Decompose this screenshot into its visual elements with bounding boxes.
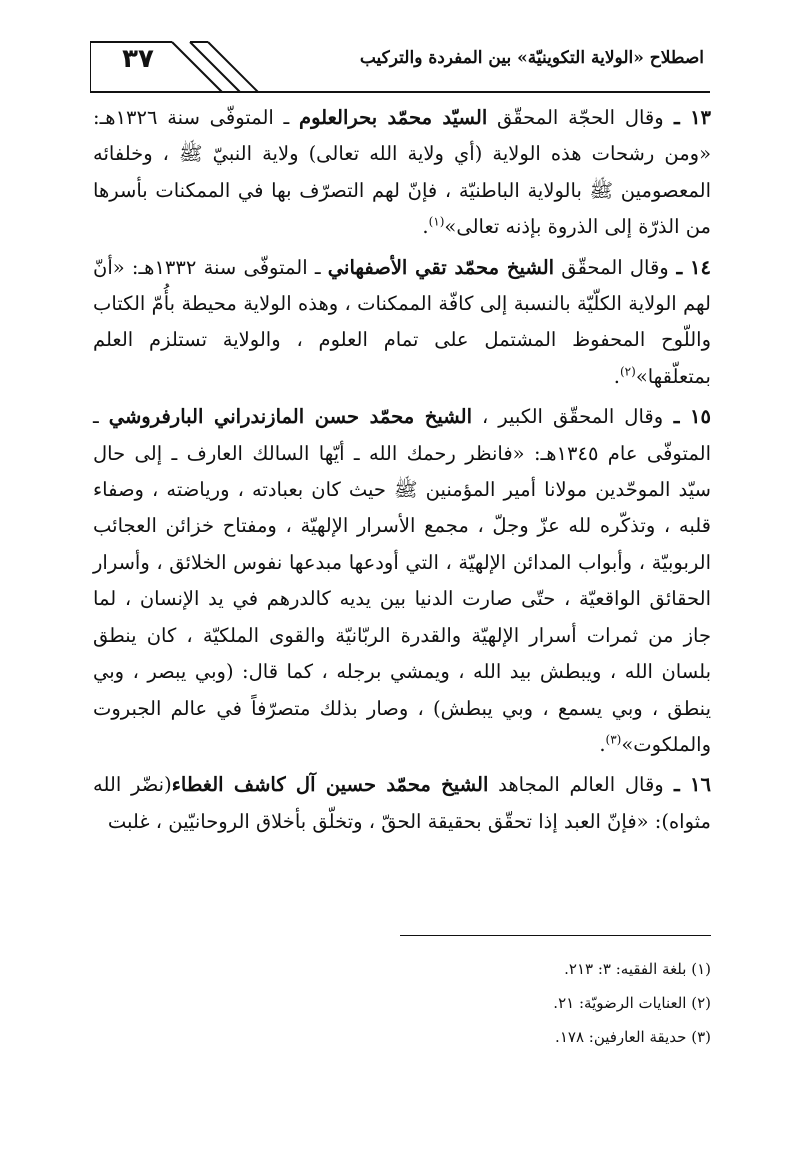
quotation: (نضّر الله مثواه): «فإنّ العبد إذا تحقّق بحقيقة الحقّ ، وتخلّق بأخلاق الروحانيّين ، غلبت [93,773,711,833]
footnote-divider [400,935,711,936]
footnote-2: (٢) العنايات الرضويّة: ٢١. [553,994,711,1012]
paragraph-text: وقال العالم المجاهد [488,773,664,797]
page-number: ٣٧ [122,44,154,74]
paragraph-end: . [613,364,620,388]
scholar-name: الشيخ محمّد تقي الأصفهاني [327,255,555,279]
paragraph-end: . [422,215,429,239]
paragraph-16 [93,767,711,840]
paragraph-13 [93,100,711,246]
main-text [93,100,711,844]
paragraph-15 [93,399,711,763]
quotation: ـ المتوفّى سنة ١٣٣٢هـ: «أنّ لهم الولاية الكلّيّة بالنسبة إلى كافّة الممكنات ، وهذه الولاية محيطة بأُمّ الكتاب واللّوح المحفوظ المشتمل على تمام العلوم ، والولاية تستلزم العلم بمتعلّقها» [93,255,711,388]
page-header [90,38,710,94]
item-number: ١٥ ـ [663,405,711,429]
scholar-name: السيّد محمّد بحرالعلوم [299,106,488,129]
paragraph-text: وقال المحقّق [554,255,669,279]
scholar-name: الشيخ محمّد حسين آل كاشف الغطاء [171,773,489,797]
footnotes [291,952,711,1054]
footnote-1: (١) بلغة الفقيه: ٣: ٢١٣. [564,960,711,978]
running-title: اصطلاح «الولاية التكوينيّة» بين المفردة والتركيب [359,48,704,68]
item-number: ١٤ ـ [668,255,711,279]
footnote-3: (٣) حديقة العارفين: ١٧٨. [555,1028,711,1046]
scholar-name: الشيخ محمّد حسن المازندراني البارفروشي [108,405,472,429]
paragraph-end: . [599,732,606,756]
paragraph-text: وقال المحقّق الكبير ، [472,405,664,429]
quotation: ـ المتوفّى عام ١٣٤٥هـ: «فانظر رحمك الله ـ أيّها السالك العارف ـ إلى حال سيّد الموحّدين مولانا أمير المؤمنين ﷺ حيث كان بعبادته ، ورياضته ، وصفاء قلبه ، وتذكّره لله عزّ وجلّ ، مجمع الأسرار الإلهيّة ، ومفتاح خزائن العجائب الربوبيّة ، وأبواب المدائن الإلهيّة ، التي أودعها مبدعها نفوس الخلائق ، وأسرار الحقائق الواقعيّة ، حتّى صارت الدنيا بين يديه كالدرهم في يد الإنسان ، لما جاز من ثمرات أسرار الإلهيّة والقدرة الربّانيّة والقوى الملكيّة ، كان ينطق بلسان الله ، ويبطش بيد الله ، ويمشي برجله ، كما قال: (وبي يبصر ، وبي ينطق ، وبي يسمع ، وبي يبطش) ، وصار بذلك متصرّفاً في عالم الجبروت والملكوت» [93,405,712,756]
quotation: ـ المتوفّى سنة ١٣٢٦هـ: «ومن رشحات هذه الولاية (أي ولاية الله تعالى) ولاية النبيّ ﷺ ، وخلفائه المعصومين ﷺ بالولاية الباطنيّة ، فإنّ لهم التصرّف بها في الممكنات بأسرها من الذرّة إلى الذروة بإذنه تعالى» [93,106,711,239]
footnote-ref-3[interactable]: (٣) [605,732,622,747]
footnote-ref-2[interactable]: (٢) [619,364,636,379]
footnote-ref-1[interactable]: (١) [428,214,445,229]
item-number: ١٦ ـ [663,773,711,797]
paragraph-text: وقال الحجّة المحقّق [487,106,664,129]
item-number: ١٣ ـ [663,106,712,129]
paragraph-14 [93,250,711,396]
